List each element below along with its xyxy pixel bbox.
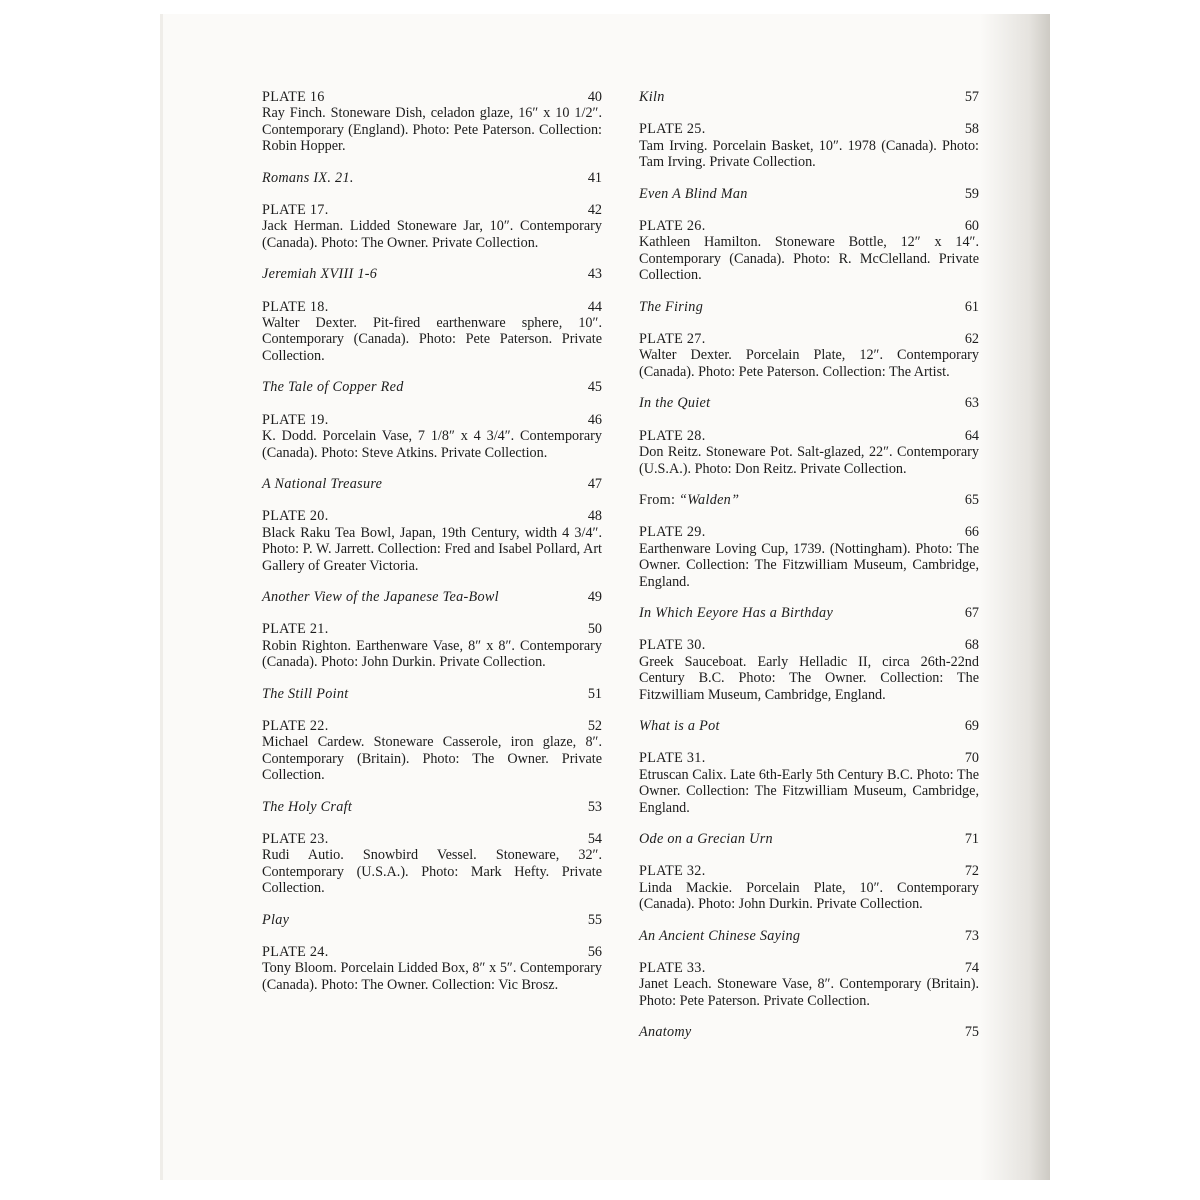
plate-description: Linda Mackie. Porcelain Plate, 10″. Contemporary (Canada). Photo: John Durkin. Private Collection. bbox=[639, 879, 979, 913]
chapter-entry bbox=[639, 605, 979, 621]
page-number: 54 bbox=[587, 831, 602, 847]
chapter-title: Romans IX. 21. bbox=[262, 169, 354, 186]
page-number: 46 bbox=[587, 411, 602, 428]
plate-description: Walter Dexter. Pit-fired earthenware sphere, 10″. Contemporary (Canada). Photo: Pete Paterson. Private Collection. bbox=[262, 315, 602, 364]
chapter-entry bbox=[262, 379, 602, 395]
page-number: 45 bbox=[587, 379, 602, 396]
plate-description: Don Reitz. Stoneware Pot. Salt-glazed, 22″. Contemporary (U.S.A.). Photo: Don Reitz. Private Collection. bbox=[639, 444, 979, 477]
plate-description: Earthenware Loving Cup, 1739. (Nottingham). Photo: The Owner. Collection: The Fitzwilliam Museum, Cambridge, England. bbox=[639, 540, 979, 590]
chapter-title: The Tale of Copper Red bbox=[262, 379, 404, 396]
chapter-title: Kiln bbox=[639, 89, 665, 105]
page-number: 63 bbox=[964, 395, 979, 412]
entry-heading-line bbox=[639, 428, 979, 444]
entry-heading-line bbox=[262, 299, 602, 315]
entry-heading-line bbox=[639, 218, 979, 234]
chapter-entry bbox=[262, 476, 602, 492]
entry-heading-line bbox=[262, 799, 602, 815]
plate-label: PLATE 17. bbox=[262, 202, 329, 219]
entry-heading-line bbox=[639, 1024, 979, 1040]
entry-heading-line bbox=[262, 170, 602, 186]
plate-description: Walter Dexter. Porcelain Plate, 12″. Contemporary (Canada). Photo: Pete Paterson. Collection: The Artist. bbox=[639, 347, 979, 380]
page-number: 66 bbox=[964, 524, 979, 541]
chapter-entry bbox=[639, 492, 979, 508]
page-number: 71 bbox=[964, 831, 979, 847]
chapter-entry bbox=[262, 266, 602, 282]
plate-description: Robin Righton. Earthenware Vase, 8″ x 8″. Contemporary (Canada). Photo: John Durkin. Private Collection. bbox=[262, 637, 602, 671]
page-number: 41 bbox=[587, 169, 602, 186]
page-number: 50 bbox=[587, 621, 602, 638]
chapter-entry bbox=[262, 799, 602, 815]
chapter-entry bbox=[639, 831, 979, 847]
chapter-title: Another View of the Japanese Tea-Bowl bbox=[262, 588, 499, 605]
plate-entry bbox=[639, 750, 979, 816]
page-number: 74 bbox=[964, 960, 979, 977]
entry-heading-line bbox=[639, 718, 979, 734]
page-number: 48 bbox=[587, 508, 602, 525]
entry-heading-line bbox=[639, 121, 979, 137]
page-number: 49 bbox=[587, 588, 602, 605]
plate-entry bbox=[262, 89, 602, 155]
plate-label: PLATE 18. bbox=[262, 298, 329, 315]
page-number: 52 bbox=[587, 717, 602, 734]
plate-label: PLATE 22. bbox=[262, 717, 329, 734]
right-column bbox=[639, 89, 979, 1057]
chapter-entry bbox=[639, 1024, 979, 1040]
chapter-entry bbox=[639, 395, 979, 411]
page-number: 57 bbox=[964, 89, 979, 105]
plate-label: PLATE 16 bbox=[262, 89, 325, 105]
plate-description: Rudi Autio. Snowbird Vessel. Stoneware, 32″. Contemporary (U.S.A.). Photo: Mark Hefty. Private Collection. bbox=[262, 847, 602, 897]
page-number: 56 bbox=[587, 944, 602, 961]
chapter-title: The Still Point bbox=[262, 685, 349, 702]
chapter-title: A National Treasure bbox=[262, 475, 383, 492]
entry-heading-line bbox=[262, 686, 602, 702]
entry-heading-line bbox=[639, 299, 979, 315]
plate-label: PLATE 31. bbox=[639, 750, 706, 767]
page-number: 69 bbox=[964, 717, 979, 734]
page-left-edge bbox=[160, 14, 163, 1180]
plate-label: PLATE 25. bbox=[639, 121, 706, 138]
entry-heading-line bbox=[262, 718, 602, 734]
entry-heading-line bbox=[639, 331, 979, 347]
chapter-title-italic: “Walden” bbox=[679, 491, 740, 508]
page-number: 62 bbox=[964, 331, 979, 348]
plate-entry bbox=[639, 863, 979, 912]
chapter-title: Play bbox=[262, 911, 290, 928]
page-number: 59 bbox=[964, 185, 979, 202]
plate-description: Tony Bloom. Porcelain Lidded Box, 8″ x 5″. Contemporary (Canada). Photo: The Owner. Collection: Vic Brosz. bbox=[262, 960, 602, 993]
plate-entry bbox=[262, 831, 602, 897]
chapter-title bbox=[639, 492, 739, 508]
chapter-entry bbox=[639, 186, 979, 202]
entry-heading-line bbox=[262, 202, 602, 218]
plate-label: PLATE 26. bbox=[639, 218, 706, 235]
plate-entry bbox=[262, 299, 602, 365]
plate-description: Tam Irving. Porcelain Basket, 10″. 1978 (Canada). Photo: Tam Irving. Private Collection. bbox=[639, 137, 979, 171]
plate-label: PLATE 32. bbox=[639, 863, 706, 880]
plate-label: PLATE 27. bbox=[639, 331, 706, 348]
entry-heading-line bbox=[639, 186, 979, 202]
entry-heading-line bbox=[639, 750, 979, 766]
chapter-title-prefix: From: bbox=[639, 491, 680, 508]
entry-heading-line bbox=[262, 912, 602, 928]
plate-entry bbox=[262, 202, 602, 251]
plate-entry bbox=[639, 428, 979, 477]
chapter-title: In Which Eeyore Has a Birthday bbox=[639, 604, 834, 621]
plate-entry bbox=[639, 331, 979, 380]
plate-description: Jack Herman. Lidded Stoneware Jar, 10″. Contemporary (Canada). Photo: The Owner. Private Collection. bbox=[262, 218, 602, 251]
page-number: 40 bbox=[587, 89, 602, 105]
entry-heading-line bbox=[262, 476, 602, 492]
page-number: 43 bbox=[587, 266, 602, 283]
chapter-entry bbox=[262, 686, 602, 702]
chapter-entry bbox=[639, 299, 979, 315]
plate-label: PLATE 29. bbox=[639, 524, 706, 541]
plate-description: Greek Sauceboat. Early Helladic II, circa 26th-22nd Century B.C. Photo: The Owner. Collection: The Fitzwilliam Museum, Cambridge, England. bbox=[639, 653, 979, 703]
page-number: 61 bbox=[964, 298, 979, 315]
chapter-title: Anatomy bbox=[639, 1024, 692, 1041]
plate-entry bbox=[262, 944, 602, 993]
plate-description: Etruscan Calix. Late 6th-Early 5th Century B.C. Photo: The Owner. Collection: The Fitzwilliam Museum, Cambridge, England. bbox=[639, 766, 979, 816]
entry-heading-line bbox=[639, 928, 979, 944]
chapter-entry bbox=[262, 589, 602, 605]
entry-heading-line bbox=[262, 508, 602, 524]
page-number: 67 bbox=[964, 604, 979, 621]
entry-heading-line bbox=[639, 395, 979, 411]
plate-label: PLATE 20. bbox=[262, 508, 329, 525]
book-page bbox=[160, 14, 1050, 1180]
entry-heading-line bbox=[262, 266, 602, 282]
plate-entry bbox=[262, 718, 602, 784]
plate-label: PLATE 24. bbox=[262, 944, 329, 961]
chapter-entry bbox=[262, 912, 602, 928]
page-number: 55 bbox=[587, 911, 602, 928]
page-number: 73 bbox=[964, 927, 979, 944]
chapter-title: What is a Pot bbox=[639, 717, 720, 734]
entry-heading-line bbox=[639, 524, 979, 540]
page-number: 70 bbox=[964, 750, 979, 767]
left-column bbox=[262, 89, 602, 1008]
entry-heading-line bbox=[262, 412, 602, 428]
entry-heading-line bbox=[262, 621, 602, 637]
chapter-title: Jeremiah XVIII 1-6 bbox=[262, 266, 378, 283]
entry-heading-line bbox=[639, 89, 979, 105]
plate-description: Michael Cardew. Stoneware Casserole, iron glaze, 8″. Contemporary (Britain). Photo: The Owner. Private Collection. bbox=[262, 734, 602, 784]
plate-label: PLATE 19. bbox=[262, 411, 329, 428]
plate-entry bbox=[639, 121, 979, 170]
chapter-title: The Firing bbox=[639, 298, 704, 315]
page-number: 42 bbox=[587, 202, 602, 219]
plate-entry bbox=[639, 960, 979, 1009]
page-number: 47 bbox=[587, 475, 602, 492]
entry-heading-line bbox=[639, 492, 979, 508]
chapter-entry bbox=[262, 170, 602, 186]
chapter-title: In the Quiet bbox=[639, 395, 711, 412]
plate-entry bbox=[262, 621, 602, 670]
plate-entry bbox=[262, 412, 602, 461]
page-number: 44 bbox=[587, 298, 602, 315]
page-number: 58 bbox=[964, 121, 979, 138]
plate-label: PLATE 23. bbox=[262, 831, 329, 847]
chapter-title: An Ancient Chinese Saying bbox=[639, 927, 801, 944]
chapter-entry bbox=[639, 718, 979, 734]
chapter-title: The Holy Craft bbox=[262, 798, 353, 815]
entry-heading-line bbox=[639, 863, 979, 879]
plate-label: PLATE 21. bbox=[262, 621, 329, 638]
plate-description: Kathleen Hamilton. Stoneware Bottle, 12″ x 14″. Contemporary (Canada). Photo: R. McClelland. Private Collection. bbox=[639, 234, 979, 284]
page-number: 51 bbox=[587, 685, 602, 702]
page-number: 72 bbox=[964, 863, 979, 880]
plate-label: PLATE 33. bbox=[639, 960, 706, 977]
chapter-entry bbox=[639, 928, 979, 944]
plate-entry bbox=[639, 524, 979, 590]
entry-heading-line bbox=[639, 831, 979, 847]
entry-heading-line bbox=[262, 589, 602, 605]
entry-heading-line bbox=[262, 944, 602, 960]
chapter-entry bbox=[639, 89, 979, 105]
entry-heading-line bbox=[262, 89, 602, 105]
page-number: 75 bbox=[964, 1024, 979, 1041]
chapter-title: Even A Blind Man bbox=[639, 185, 748, 202]
page-gutter-shadow bbox=[980, 14, 1050, 1180]
page-number: 68 bbox=[964, 637, 979, 654]
page-number: 53 bbox=[587, 798, 602, 815]
page-number: 60 bbox=[964, 218, 979, 235]
plate-entry bbox=[639, 637, 979, 703]
chapter-title: Ode on a Grecian Urn bbox=[639, 831, 773, 847]
plate-entry bbox=[262, 508, 602, 574]
plate-label: PLATE 30. bbox=[639, 637, 706, 654]
entry-heading-line bbox=[262, 831, 602, 847]
entry-heading-line bbox=[639, 960, 979, 976]
entry-heading-line bbox=[639, 637, 979, 653]
plate-description: K. Dodd. Porcelain Vase, 7 1/8″ x 4 3/4″. Contemporary (Canada). Photo: Steve Atkins. Private Collection. bbox=[262, 428, 602, 461]
plate-label: PLATE 28. bbox=[639, 427, 706, 444]
plate-description: Ray Finch. Stoneware Dish, celadon glaze, 16″ x 10 1/2″. Contemporary (England). Photo: Pete Paterson. Collection: Robin Hopper. bbox=[262, 105, 602, 155]
plate-entry bbox=[639, 218, 979, 284]
entry-heading-line bbox=[639, 605, 979, 621]
page-number: 65 bbox=[964, 491, 979, 508]
plate-description: Black Raku Tea Bowl, Japan, 19th Century, width 4 3/4″. Photo: P. W. Jarrett. Collection: Fred and Isabel Pollard, Art Gallery of Greater Victoria. bbox=[262, 524, 602, 574]
plate-description: Janet Leach. Stoneware Vase, 8″. Contemporary (Britain). Photo: Pete Paterson. Private Collection. bbox=[639, 976, 979, 1009]
entry-heading-line bbox=[262, 379, 602, 395]
page-number: 64 bbox=[964, 427, 979, 444]
